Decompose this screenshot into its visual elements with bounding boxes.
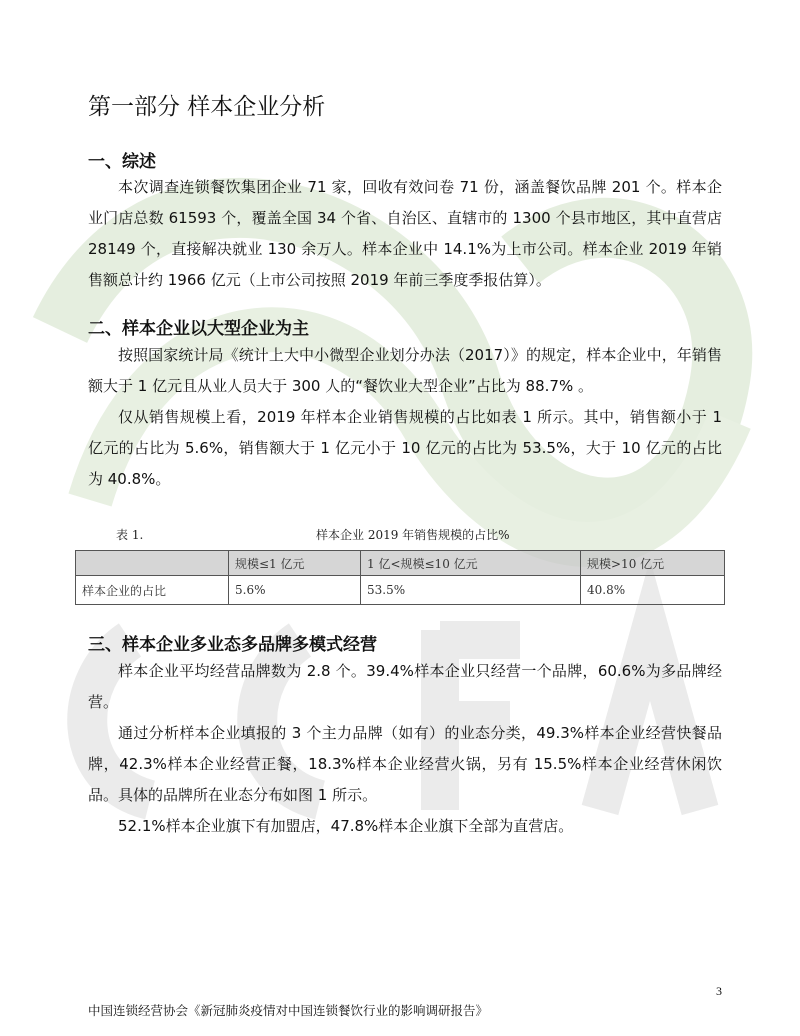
table-cell: 5.6% xyxy=(229,576,361,605)
section-heading-multi-format: 三、样本企业多业态多品牌多模式经营 xyxy=(88,635,377,655)
section-heading-large-enterprises: 二、样本企业以大型企业为主 xyxy=(88,319,309,339)
paragraph: 本次调查连锁餐饮集团企业 71 家，回收有效问卷 71 份，涵盖餐饮品牌 201 个。样本企业门店总数 61593 个，覆盖全国 34 个省、自治区、直辖市的 1300 个县市地区，其中直营店 28149 个，直接解决就业 130 余万人。样本企业中 14.1%为上市公司。样本企业 2019 年销售额总计约 1966 亿元（上市公司按照 2019 年前三季度季报估算）。 xyxy=(88,178,722,289)
paragraph: 通过分析样本企业填报的 3 个主力品牌（如有）的业态分类，49.3%样本企业经营快餐品牌，42.3%样本企业经营正餐，18.3%样本企业经营火锅，另有 15.5%样本企业经营休闲饮品。具体的品牌所在业态分布如图 1 所示。 xyxy=(88,724,722,804)
paragraph: 52.1%样本企业旗下有加盟店，47.8%样本企业旗下全部为直营店。 xyxy=(118,817,574,835)
footer-text: 中国连锁经营协会《新冠肺炎疫情对中国连锁餐饮行业的影响调研报告》 xyxy=(88,1003,489,1018)
table-cell: 53.5% xyxy=(361,576,581,605)
table-cell: 40.8% xyxy=(581,576,725,605)
paragraph: 样本企业平均经营品牌数为 2.8 个。39.4%样本企业只经营一个品牌，60.6%为多品牌经营。 xyxy=(88,662,722,711)
table-header-row xyxy=(76,551,725,576)
table-label: 表 1. xyxy=(116,528,144,542)
paragraph: 仅从销售规模上看，2019 年样本企业销售规模的占比如表 1 所示。其中，销售额小于 1 亿元的占比为 5.6%，销售额大于 1 亿元小于 10 亿元的占比为 53.5%，大于 10 亿元的占比为 40.8%。 xyxy=(88,408,722,488)
table-cell: 样本企业的占比 xyxy=(76,576,229,605)
sales-scale-table xyxy=(75,550,725,605)
page-title: 第一部分 样本企业分析 xyxy=(88,94,326,120)
table-header-cell: 1 亿<规模≤10 亿元 xyxy=(361,551,581,576)
table-caption: 样本企业 2019 年销售规模的占比% xyxy=(316,528,510,542)
page-number: 3 xyxy=(716,984,722,998)
table-row xyxy=(76,576,725,605)
table-header-cell: 规模≤1 亿元 xyxy=(229,551,361,576)
section-heading-overview: 一、综述 xyxy=(88,152,156,172)
table-header-cell xyxy=(76,551,229,576)
paragraph: 按照国家统计局《统计上大中小微型企业划分办法（2017）》的规定，样本企业中，年销售额大于 1 亿元且从业人员大于 300 人的“餐饮业大型企业”占比为 88.7% 。 xyxy=(88,346,722,395)
table-header-cell: 规模>10 亿元 xyxy=(581,551,725,576)
